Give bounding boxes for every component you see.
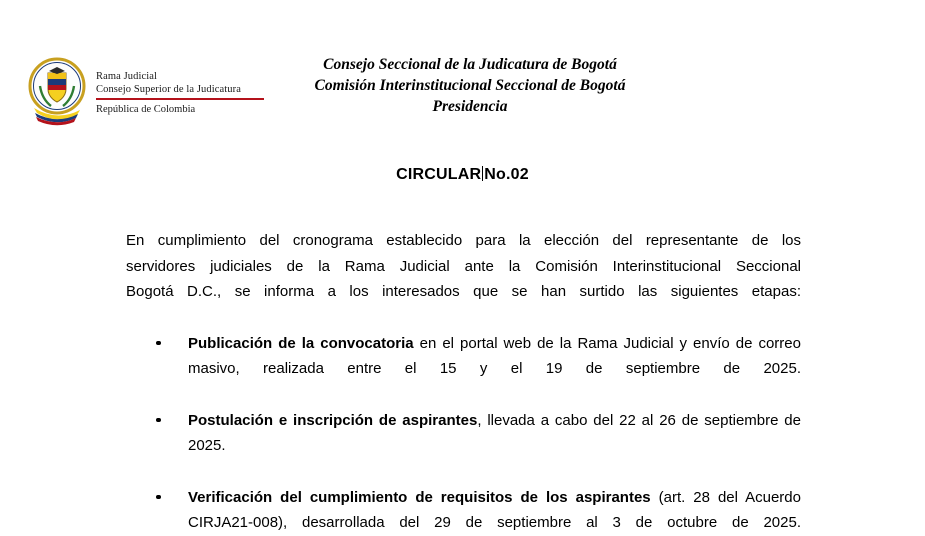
list-item-text: (art. 28 del Acuerdo CIRJA21-008), desarrollada del 29 de septiembre al 3 de octubre de 2025. (188, 488, 801, 531)
logo-text-block (96, 70, 276, 116)
header-title-line-3: Presidencia (432, 98, 508, 115)
list-item-bold-lead: Publicación de la convocatoria (188, 334, 414, 352)
circular-number-heading (0, 166, 925, 184)
list-item (126, 331, 801, 382)
intro-line-3: Bogotá D.C., se informa a los interesados que se han surtido las siguientes etapas: (126, 283, 801, 300)
list-item (126, 408, 801, 459)
document-header (0, 48, 925, 138)
list-item-bold-lead: Postulación e inscripción de aspirantes (188, 411, 478, 429)
intro-line-1: En cumplimiento del cronograma establecido para la elección del representante de los (126, 232, 801, 249)
bullet-dot-icon (156, 418, 161, 423)
rama-judicial-logo-block (26, 56, 276, 136)
list-item-bold-lead: Verificación del cumplimiento de requisitos de los aspirantes (188, 488, 651, 506)
stages-list (126, 331, 801, 536)
list-item (126, 485, 801, 536)
logo-line-consejo-superior: Consejo Superior de la Judicatura (96, 84, 242, 95)
logo-line-rama-judicial: Rama Judicial (96, 71, 158, 82)
circular-label: CIRCULAR (396, 166, 482, 183)
document-body (126, 228, 801, 536)
bullet-dot-icon (156, 495, 161, 500)
intro-paragraph (126, 228, 801, 305)
intro-line-2: servidores judiciales de la Rama Judicial ante la Comisión Interinstitucional Seccional (126, 257, 801, 275)
header-title-line-2: Comisión Interinstitucional Seccional de Bogotá (314, 77, 626, 94)
list-item-text: , llevada a cabo del 22 al 26 de septiembre de 2025. (188, 411, 801, 454)
logo-line-republica: República de Colombia (96, 103, 196, 115)
header-title-block (250, 54, 690, 117)
header-title-line-1: Consejo Seccional de la Judicatura de Bogotá (323, 56, 617, 73)
logo-red-rule (96, 98, 264, 100)
circular-number: No.02 (484, 166, 529, 183)
colombia-coat-of-arms-icon (26, 56, 88, 128)
bullet-dot-icon (156, 341, 161, 346)
list-item-text: en el portal web de la Rama Judicial y envío de correo masivo, realizada entre el 15 y el 19 de septiembre de 2025. (188, 334, 801, 377)
